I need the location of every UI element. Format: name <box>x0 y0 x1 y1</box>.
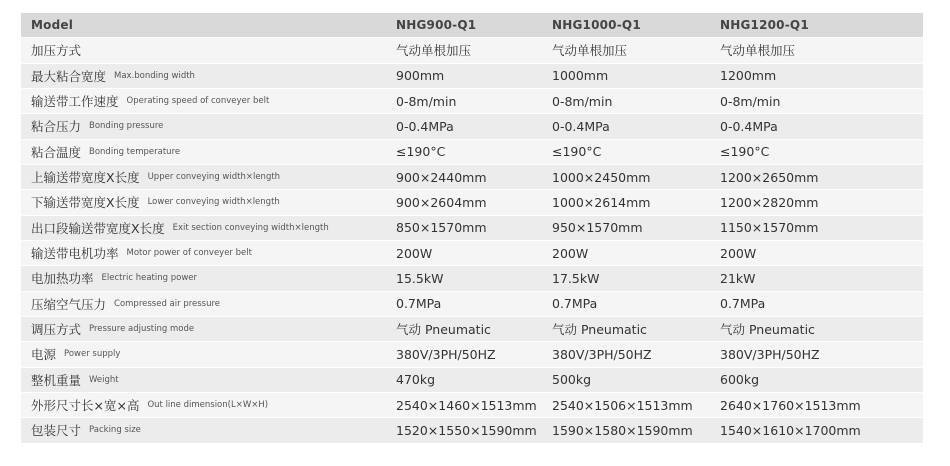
value-cell <box>542 165 710 189</box>
value-cell <box>542 241 710 265</box>
param-name-zh: 整机重量 <box>31 372 82 388</box>
value-cell <box>386 38 542 62</box>
param-name-en: Pressure adjusting mode <box>89 324 195 335</box>
value-cell <box>710 342 923 366</box>
value-cell <box>542 190 710 214</box>
table-row <box>21 165 923 190</box>
value-cell <box>710 114 923 138</box>
spec-value: 1520×1550×1590mm <box>396 422 537 438</box>
value-cell <box>710 89 923 113</box>
value-cell <box>386 190 542 214</box>
param-name-en: Upper conveying width×length <box>147 172 281 183</box>
header-model-3 <box>710 13 923 37</box>
spec-value: 200W <box>720 245 757 261</box>
param-cell <box>21 241 386 265</box>
spec-value: 气动单根加压 <box>396 43 472 59</box>
param-name-zh: 压缩空气压力 <box>31 296 107 312</box>
spec-value: 500kg <box>552 372 592 388</box>
spec-value: 600kg <box>720 372 760 388</box>
value-cell <box>542 89 710 113</box>
table-row <box>21 393 923 418</box>
table-row <box>21 317 923 342</box>
param-name-zh: 输送带工作速度 <box>31 94 119 110</box>
param-name-zh: 包装尺寸 <box>31 423 82 439</box>
value-cell <box>386 241 542 265</box>
value-cell <box>386 140 542 164</box>
spec-value: 380V/3PH/50HZ <box>552 346 652 362</box>
table-row <box>21 38 923 63</box>
param-name-zh: 调压方式 <box>31 322 82 338</box>
param-cell <box>21 292 386 316</box>
spec-value: 15.5kW <box>396 270 444 286</box>
spec-value: 1200×2650mm <box>720 169 819 185</box>
spec-value: 850×1570mm <box>396 220 487 236</box>
param-name-zh: 加压方式 <box>31 43 82 59</box>
param-name-en: Motor power of conveyer belt <box>126 248 252 259</box>
header-model-label: NHG900-Q1 <box>396 18 477 33</box>
value-cell <box>710 266 923 290</box>
param-cell <box>21 418 386 442</box>
spec-value: 17.5kW <box>552 270 600 286</box>
param-cell <box>21 38 386 62</box>
spec-value: 200W <box>396 245 433 261</box>
param-name-en: Packing size <box>89 425 141 436</box>
param-cell <box>21 317 386 341</box>
table-row <box>21 241 923 266</box>
table-row <box>21 216 923 241</box>
param-cell <box>21 342 386 366</box>
param-name-zh: 粘合温度 <box>31 144 82 160</box>
param-cell <box>21 266 386 290</box>
param-name-zh: 输送带电机功率 <box>31 246 119 262</box>
value-cell <box>386 266 542 290</box>
param-cell <box>21 140 386 164</box>
param-cell <box>21 190 386 214</box>
value-cell <box>542 317 710 341</box>
table-row <box>21 292 923 317</box>
spec-value: 380V/3PH/50HZ <box>720 346 820 362</box>
spec-value: 气动 Pneumatic <box>396 322 491 338</box>
spec-value: 0-8m/min <box>396 93 457 109</box>
param-cell <box>21 216 386 240</box>
value-cell <box>710 393 923 417</box>
spec-value: 0-0.4MPa <box>720 118 778 134</box>
spec-value: 0-0.4MPa <box>396 118 454 134</box>
value-cell <box>710 317 923 341</box>
spec-value: 470kg <box>396 372 436 388</box>
value-cell <box>710 418 923 442</box>
value-cell <box>386 393 542 417</box>
table-row <box>21 418 923 443</box>
param-name-zh: 上输送带宽度X长度 <box>31 170 140 186</box>
value-cell <box>542 140 710 164</box>
spec-value: 气动 Pneumatic <box>720 322 815 338</box>
spec-value: ≤190°C <box>720 144 770 160</box>
table-row <box>21 342 923 367</box>
value-cell <box>386 292 542 316</box>
spec-value: 200W <box>552 245 589 261</box>
param-cell <box>21 393 386 417</box>
table-header-row <box>21 13 923 38</box>
header-param-label: Model <box>31 18 74 33</box>
spec-value: 1000mm <box>552 68 609 84</box>
spec-value: 900mm <box>396 68 445 84</box>
table-row <box>21 190 923 215</box>
spec-value: 2640×1760×1513mm <box>720 397 861 413</box>
value-cell <box>542 266 710 290</box>
spec-value: 0.7MPa <box>552 296 598 312</box>
spec-value: 1000×2450mm <box>552 169 651 185</box>
table-row <box>21 64 923 89</box>
header-param <box>21 13 386 37</box>
param-cell <box>21 64 386 88</box>
param-name-en: Electric heating power <box>101 273 197 284</box>
param-name-zh: 出口段输送带宽度X长度 <box>31 220 165 236</box>
spec-value: 0-8m/min <box>720 93 781 109</box>
spec-value: 2540×1506×1513mm <box>552 397 693 413</box>
table-row <box>21 140 923 165</box>
value-cell <box>710 368 923 392</box>
value-cell <box>710 64 923 88</box>
spec-value: 0.7MPa <box>396 296 442 312</box>
value-cell <box>386 317 542 341</box>
param-name-zh: 外形尺寸长×宽×高 <box>31 398 140 414</box>
param-cell <box>21 114 386 138</box>
spec-value: 21kW <box>720 270 756 286</box>
param-name-en: Power supply <box>64 349 121 360</box>
table-body <box>21 38 923 443</box>
spec-value: 1540×1610×1700mm <box>720 422 861 438</box>
param-cell <box>21 89 386 113</box>
spec-value: 1590×1580×1590mm <box>552 422 693 438</box>
spec-value: ≤190°C <box>396 144 446 160</box>
value-cell <box>710 140 923 164</box>
value-cell <box>542 368 710 392</box>
spec-value: 1200×2820mm <box>720 194 819 210</box>
param-cell <box>21 165 386 189</box>
value-cell <box>710 165 923 189</box>
value-cell <box>542 418 710 442</box>
param-name-en: Operating speed of conveyer belt <box>126 96 270 107</box>
table-row <box>21 114 923 139</box>
param-name-en: Out line dimension(L×W×H) <box>147 400 269 411</box>
spec-value: 950×1570mm <box>552 220 643 236</box>
spec-value: 气动单根加压 <box>720 43 796 59</box>
table-row <box>21 89 923 114</box>
param-name-en: Max.bonding width <box>114 70 195 81</box>
value-cell <box>386 114 542 138</box>
value-cell <box>710 38 923 62</box>
param-name-zh: 电源 <box>31 347 57 363</box>
value-cell <box>710 292 923 316</box>
value-cell <box>386 368 542 392</box>
value-cell <box>542 64 710 88</box>
spec-value: 0-8m/min <box>552 93 613 109</box>
table-row <box>21 266 923 291</box>
param-name-en: Bonding temperature <box>89 146 181 157</box>
table-row <box>21 368 923 393</box>
value-cell <box>710 241 923 265</box>
value-cell <box>386 418 542 442</box>
header-model-1 <box>386 13 542 37</box>
value-cell <box>542 342 710 366</box>
param-name-en: Bonding pressure <box>89 121 164 132</box>
value-cell <box>710 190 923 214</box>
value-cell <box>386 216 542 240</box>
header-model-label: NHG1200-Q1 <box>720 18 809 33</box>
value-cell <box>710 216 923 240</box>
param-name-zh: 最大粘合宽度 <box>31 68 107 84</box>
spec-value: 气动 Pneumatic <box>552 322 647 338</box>
header-model-label: NHG1000-Q1 <box>552 18 641 33</box>
param-name-zh: 电加热功率 <box>31 271 94 287</box>
param-name-en: Lower conveying width×length <box>147 197 280 208</box>
value-cell <box>386 89 542 113</box>
param-name-zh: 下输送带宽度X长度 <box>31 195 140 211</box>
spec-value: 1000×2614mm <box>552 194 651 210</box>
spec-value: 0.7MPa <box>720 296 766 312</box>
spec-value: ≤190°C <box>552 144 602 160</box>
param-cell <box>21 368 386 392</box>
param-name-en: Weight <box>89 374 119 385</box>
value-cell <box>542 292 710 316</box>
spec-value: 1200mm <box>720 68 777 84</box>
value-cell <box>386 165 542 189</box>
spec-value: 900×2440mm <box>396 169 487 185</box>
value-cell <box>386 64 542 88</box>
header-model-2 <box>542 13 710 37</box>
value-cell <box>542 38 710 62</box>
value-cell <box>542 216 710 240</box>
spec-table <box>21 13 923 444</box>
spec-value: 1150×1570mm <box>720 220 819 236</box>
spec-value: 900×2604mm <box>396 194 487 210</box>
param-name-en: Compressed air pressure <box>114 298 221 309</box>
value-cell <box>542 114 710 138</box>
spec-value: 380V/3PH/50HZ <box>396 346 496 362</box>
param-name-en: Exit section conveying width×length <box>172 222 329 233</box>
param-name-zh: 粘合压力 <box>31 119 82 135</box>
value-cell <box>386 342 542 366</box>
spec-value: 气动单根加压 <box>552 43 628 59</box>
spec-value: 2540×1460×1513mm <box>396 397 537 413</box>
value-cell <box>542 393 710 417</box>
spec-value: 0-0.4MPa <box>552 118 610 134</box>
